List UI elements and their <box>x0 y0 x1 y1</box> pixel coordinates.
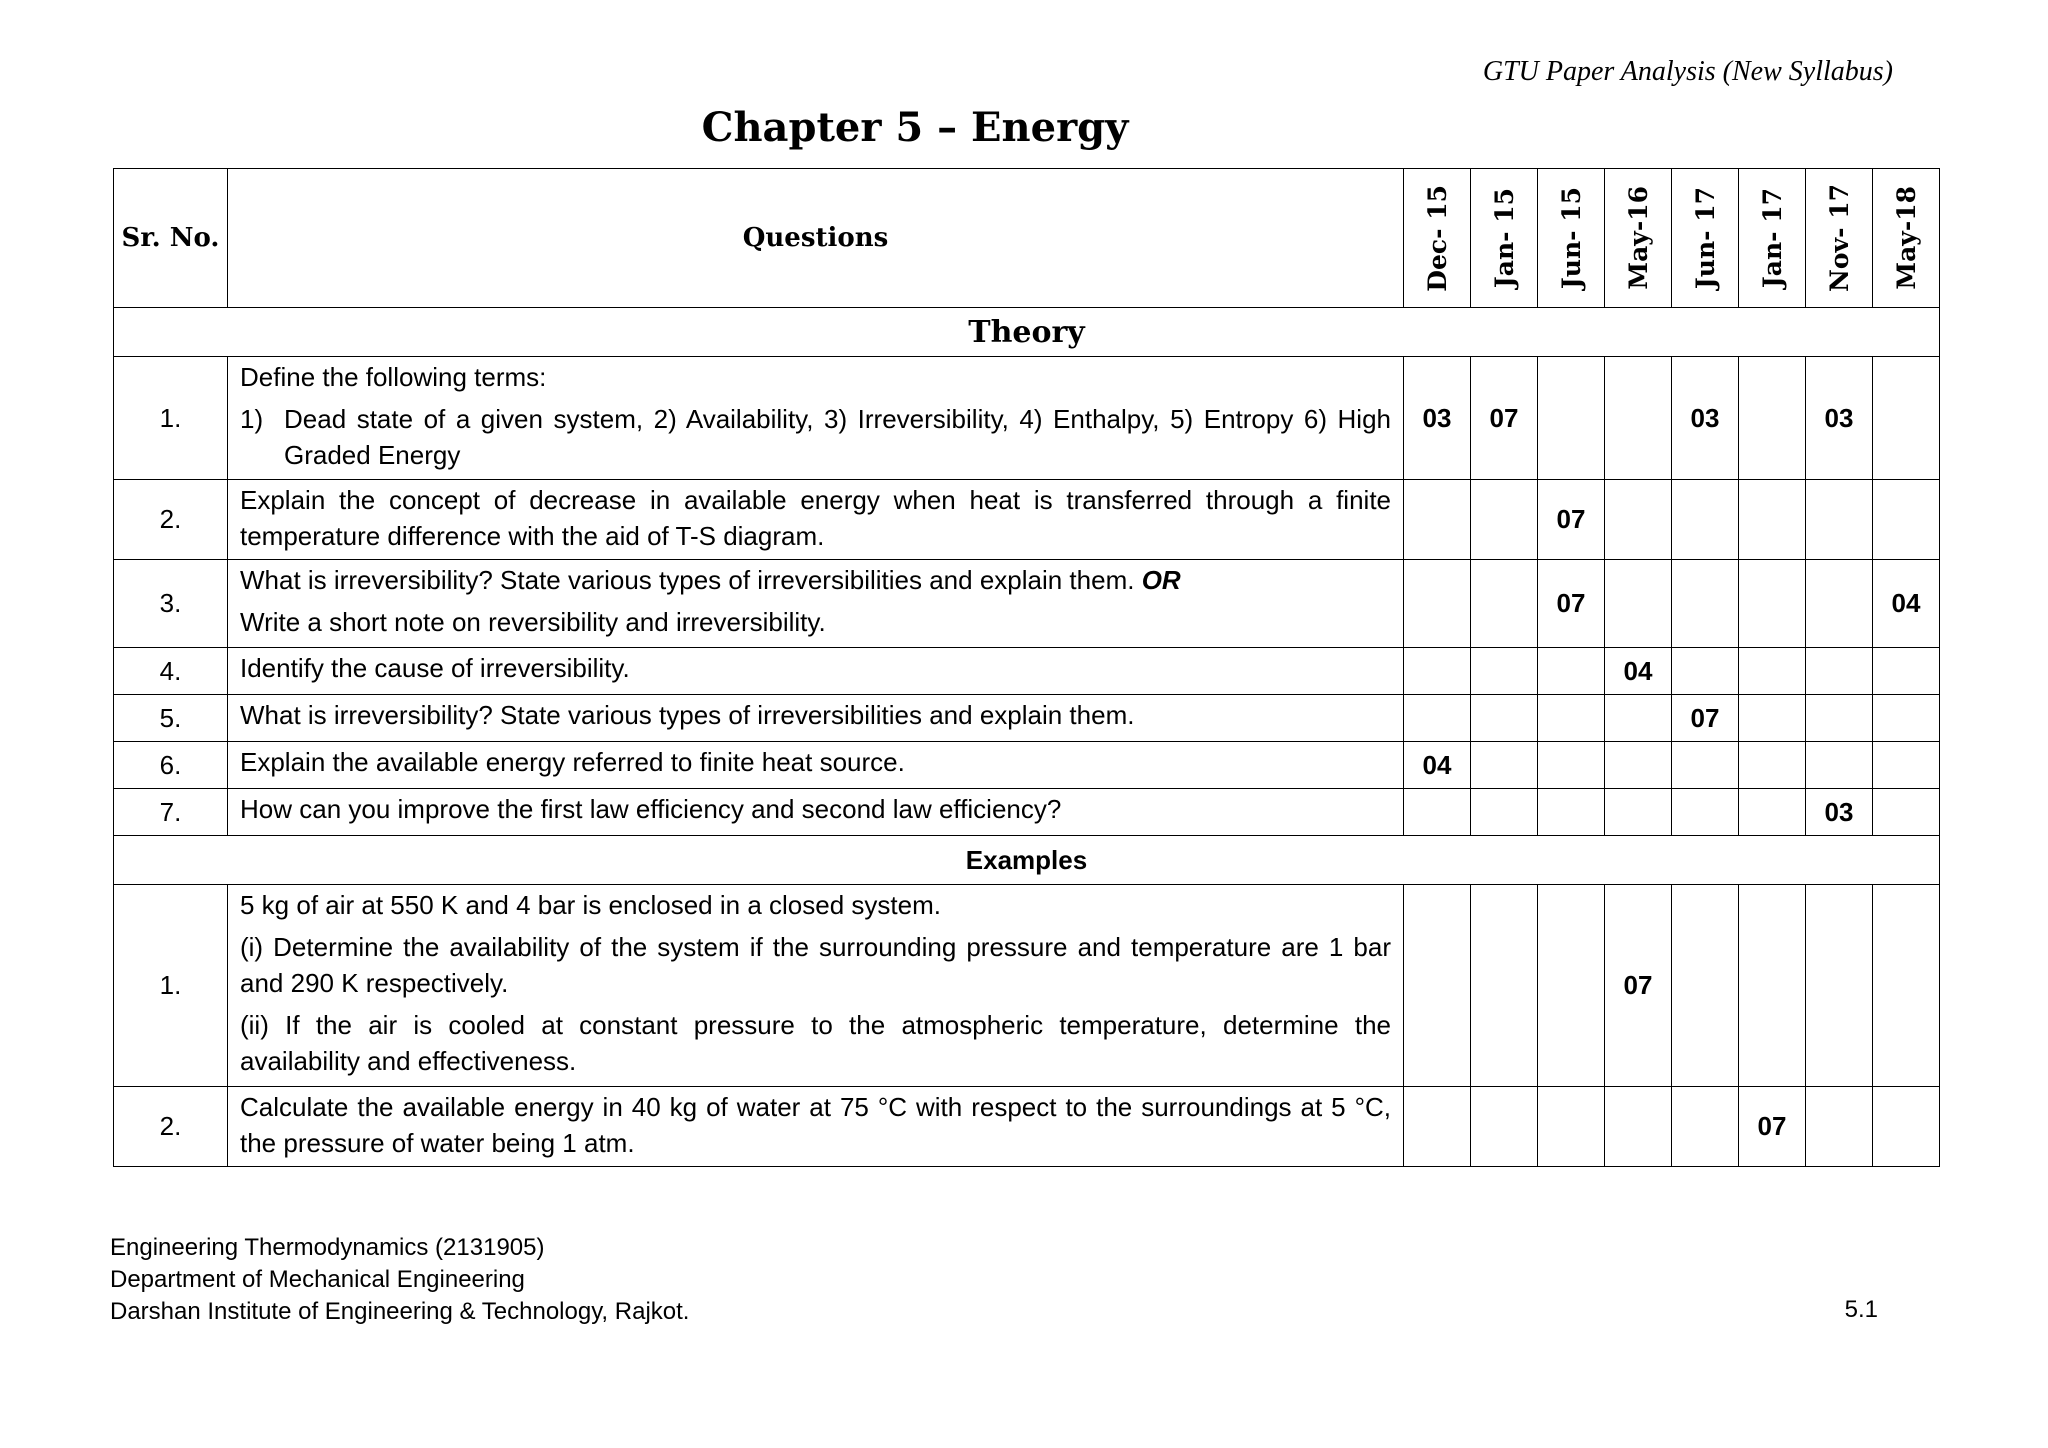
question-text: (i) Determine the availability of the system if the surrounding pressure and temperature are 1 bar and 290 K respectively. <box>240 932 1391 998</box>
question-text: Define the following terms: <box>240 362 547 392</box>
question-cell <box>228 695 1404 742</box>
mark-cell <box>1672 648 1739 695</box>
mark-cell: 07 <box>1471 357 1538 480</box>
question-text: Calculate the available energy in 40 kg of water at 75 °C with respect to the surroundings at 5 °C, the pressure of water being 1 atm. <box>240 1092 1391 1158</box>
question-text: (ii) If the air is cooled at constant pressure to the atmospheric temperature, determine the availability and effectiveness. <box>240 1010 1391 1076</box>
mark-cell <box>1605 1087 1672 1167</box>
mark-cell: 07 <box>1672 695 1739 742</box>
row-srno: 1. <box>114 885 228 1087</box>
mark-cell <box>1739 648 1806 695</box>
mark-cell <box>1739 885 1806 1087</box>
mark-cell <box>1538 648 1605 695</box>
mark-cell: 03 <box>1806 357 1873 480</box>
header-month <box>1538 169 1605 308</box>
table-row <box>114 357 1940 480</box>
mark-cell <box>1739 742 1806 789</box>
mark-cell: 04 <box>1873 560 1940 648</box>
mark-cell: 07 <box>1739 1087 1806 1167</box>
row-srno: 2. <box>114 480 228 560</box>
row-srno: 7. <box>114 789 228 836</box>
mark-cell <box>1672 789 1739 836</box>
mark-cell: 03 <box>1404 357 1471 480</box>
item-text: Dead state of a given system, 2) Availability, 3) Irreversibility, 4) Enthalpy, 5) Entropy 6) High Graded Energy <box>284 404 1391 470</box>
mark-cell <box>1739 357 1806 480</box>
month-label: Nov- 17 <box>1824 184 1854 292</box>
month-label: Jan- 15 <box>1489 187 1519 289</box>
footer-course: Engineering Thermodynamics (2131905) <box>110 1234 545 1261</box>
header-month <box>1471 169 1538 308</box>
row-srno: 1. <box>114 357 228 480</box>
table-row <box>114 480 1940 560</box>
question-text: What is irreversibility? State various types of irreversibilities and explain them. <box>240 700 1135 730</box>
mark-cell: 07 <box>1538 480 1605 560</box>
mark-cell <box>1471 885 1538 1087</box>
mark-cell <box>1605 695 1672 742</box>
mark-cell: 03 <box>1672 357 1739 480</box>
mark-cell <box>1538 1087 1605 1167</box>
mark-cell <box>1739 560 1806 648</box>
mark-cell <box>1605 742 1672 789</box>
question-cell <box>228 560 1404 648</box>
mark-cell <box>1605 789 1672 836</box>
month-label: May-18 <box>1891 186 1921 290</box>
header-questions: Questions <box>228 169 1404 308</box>
mark-cell <box>1672 742 1739 789</box>
mark-cell <box>1538 742 1605 789</box>
mark-cell <box>1404 560 1471 648</box>
month-label: Jun- 17 <box>1690 186 1720 290</box>
table-row <box>114 742 1940 789</box>
mark-cell <box>1806 560 1873 648</box>
header-right-text: GTU Paper Analysis (New Syllabus) <box>1482 56 1893 87</box>
mark-cell <box>1873 695 1940 742</box>
table-row <box>114 560 1940 648</box>
section-row-examples <box>114 836 1940 885</box>
footer-info <box>110 1232 689 1328</box>
header-month <box>1404 169 1471 308</box>
mark-cell <box>1404 789 1471 836</box>
mark-cell <box>1471 1087 1538 1167</box>
question-text: Explain the available energy referred to finite heat source. <box>240 747 905 777</box>
mark-cell <box>1672 480 1739 560</box>
mark-cell <box>1404 1087 1471 1167</box>
item-number: 1) <box>240 404 264 434</box>
page-title: Chapter 5 – Energy <box>701 104 1129 151</box>
mark-cell <box>1471 648 1538 695</box>
question-cell <box>228 1087 1404 1167</box>
header-month <box>1605 169 1672 308</box>
mark-cell: 07 <box>1605 885 1672 1087</box>
mark-cell <box>1806 648 1873 695</box>
question-cell <box>228 357 1404 480</box>
mark-cell <box>1471 695 1538 742</box>
question-cell <box>228 648 1404 695</box>
mark-cell <box>1739 789 1806 836</box>
mark-cell <box>1404 648 1471 695</box>
mark-cell: 04 <box>1404 742 1471 789</box>
row-srno: 4. <box>114 648 228 695</box>
header-month <box>1739 169 1806 308</box>
section-label-theory: Theory <box>114 308 1940 357</box>
month-label: Jun- 15 <box>1556 186 1586 290</box>
month-label: Dec- 15 <box>1422 184 1452 292</box>
mark-cell <box>1404 480 1471 560</box>
mark-cell <box>1806 742 1873 789</box>
mark-cell <box>1739 695 1806 742</box>
mark-cell <box>1538 885 1605 1087</box>
mark-cell <box>1739 480 1806 560</box>
question-cell <box>228 480 1404 560</box>
mark-cell <box>1672 1087 1739 1167</box>
mark-cell <box>1605 357 1672 480</box>
row-srno: 5. <box>114 695 228 742</box>
mark-cell <box>1471 560 1538 648</box>
table-row <box>114 695 1940 742</box>
mark-cell <box>1672 560 1739 648</box>
mark-cell <box>1873 1087 1940 1167</box>
header-month <box>1873 169 1940 308</box>
mark-cell <box>1873 648 1940 695</box>
mark-cell <box>1538 789 1605 836</box>
mark-cell <box>1538 695 1605 742</box>
mark-cell <box>1605 560 1672 648</box>
header-month <box>1672 169 1739 308</box>
mark-cell <box>1404 695 1471 742</box>
question-text: How can you improve the first law efficiency and second law efficiency? <box>240 794 1062 824</box>
row-srno: 3. <box>114 560 228 648</box>
question-text: 5 kg of air at 550 K and 4 bar is enclosed in a closed system. <box>240 890 941 920</box>
mark-cell <box>1873 480 1940 560</box>
mark-cell <box>1471 789 1538 836</box>
question-cell <box>228 885 1404 1087</box>
row-srno: 2. <box>114 1087 228 1167</box>
table-row <box>114 885 1940 1087</box>
table-row <box>114 648 1940 695</box>
mark-cell <box>1672 885 1739 1087</box>
header-month <box>1806 169 1873 308</box>
question-text: Identify the cause of irreversibility. <box>240 653 630 683</box>
mark-cell <box>1873 789 1940 836</box>
section-label-examples: Examples <box>114 836 1940 885</box>
mark-cell <box>1471 480 1538 560</box>
table-row <box>114 789 1940 836</box>
page-number: 5.1 <box>1844 1296 1878 1323</box>
mark-cell <box>1806 1087 1873 1167</box>
question-item <box>240 401 1391 473</box>
or-label: OR <box>1141 565 1181 595</box>
mark-cell: 04 <box>1605 648 1672 695</box>
table-header-row <box>114 169 1940 308</box>
mark-cell <box>1806 480 1873 560</box>
header-srno: Sr. No. <box>114 169 228 308</box>
footer-institute: Darshan Institute of Engineering & Technology, Rajkot. <box>110 1298 690 1325</box>
questions-table <box>113 168 1940 1167</box>
question-cell <box>228 789 1404 836</box>
question-cell <box>228 742 1404 789</box>
mark-cell <box>1873 742 1940 789</box>
question-text: Write a short note on reversibility and irreversibility. <box>240 607 826 637</box>
mark-cell <box>1806 885 1873 1087</box>
table-row <box>114 1087 1940 1167</box>
question-text: Explain the concept of decrease in available energy when heat is transferred through a finite temperature difference with the aid of T-S diagram. <box>240 485 1391 551</box>
mark-cell <box>1471 742 1538 789</box>
mark-cell <box>1873 885 1940 1087</box>
question-text <box>240 562 1391 598</box>
mark-cell <box>1538 357 1605 480</box>
footer-department: Department of Mechanical Engineering <box>110 1266 525 1293</box>
mark-cell <box>1806 695 1873 742</box>
row-srno: 6. <box>114 742 228 789</box>
mark-cell <box>1873 357 1940 480</box>
section-row-theory <box>114 308 1940 357</box>
mark-cell: 07 <box>1538 560 1605 648</box>
mark-cell <box>1605 480 1672 560</box>
mark-cell: 03 <box>1806 789 1873 836</box>
question-text-main: What is irreversibility? State various types of irreversibilities and explain them. <box>240 565 1142 595</box>
month-label: Jan- 17 <box>1757 187 1787 289</box>
month-label: May-16 <box>1623 186 1653 290</box>
mark-cell <box>1404 885 1471 1087</box>
